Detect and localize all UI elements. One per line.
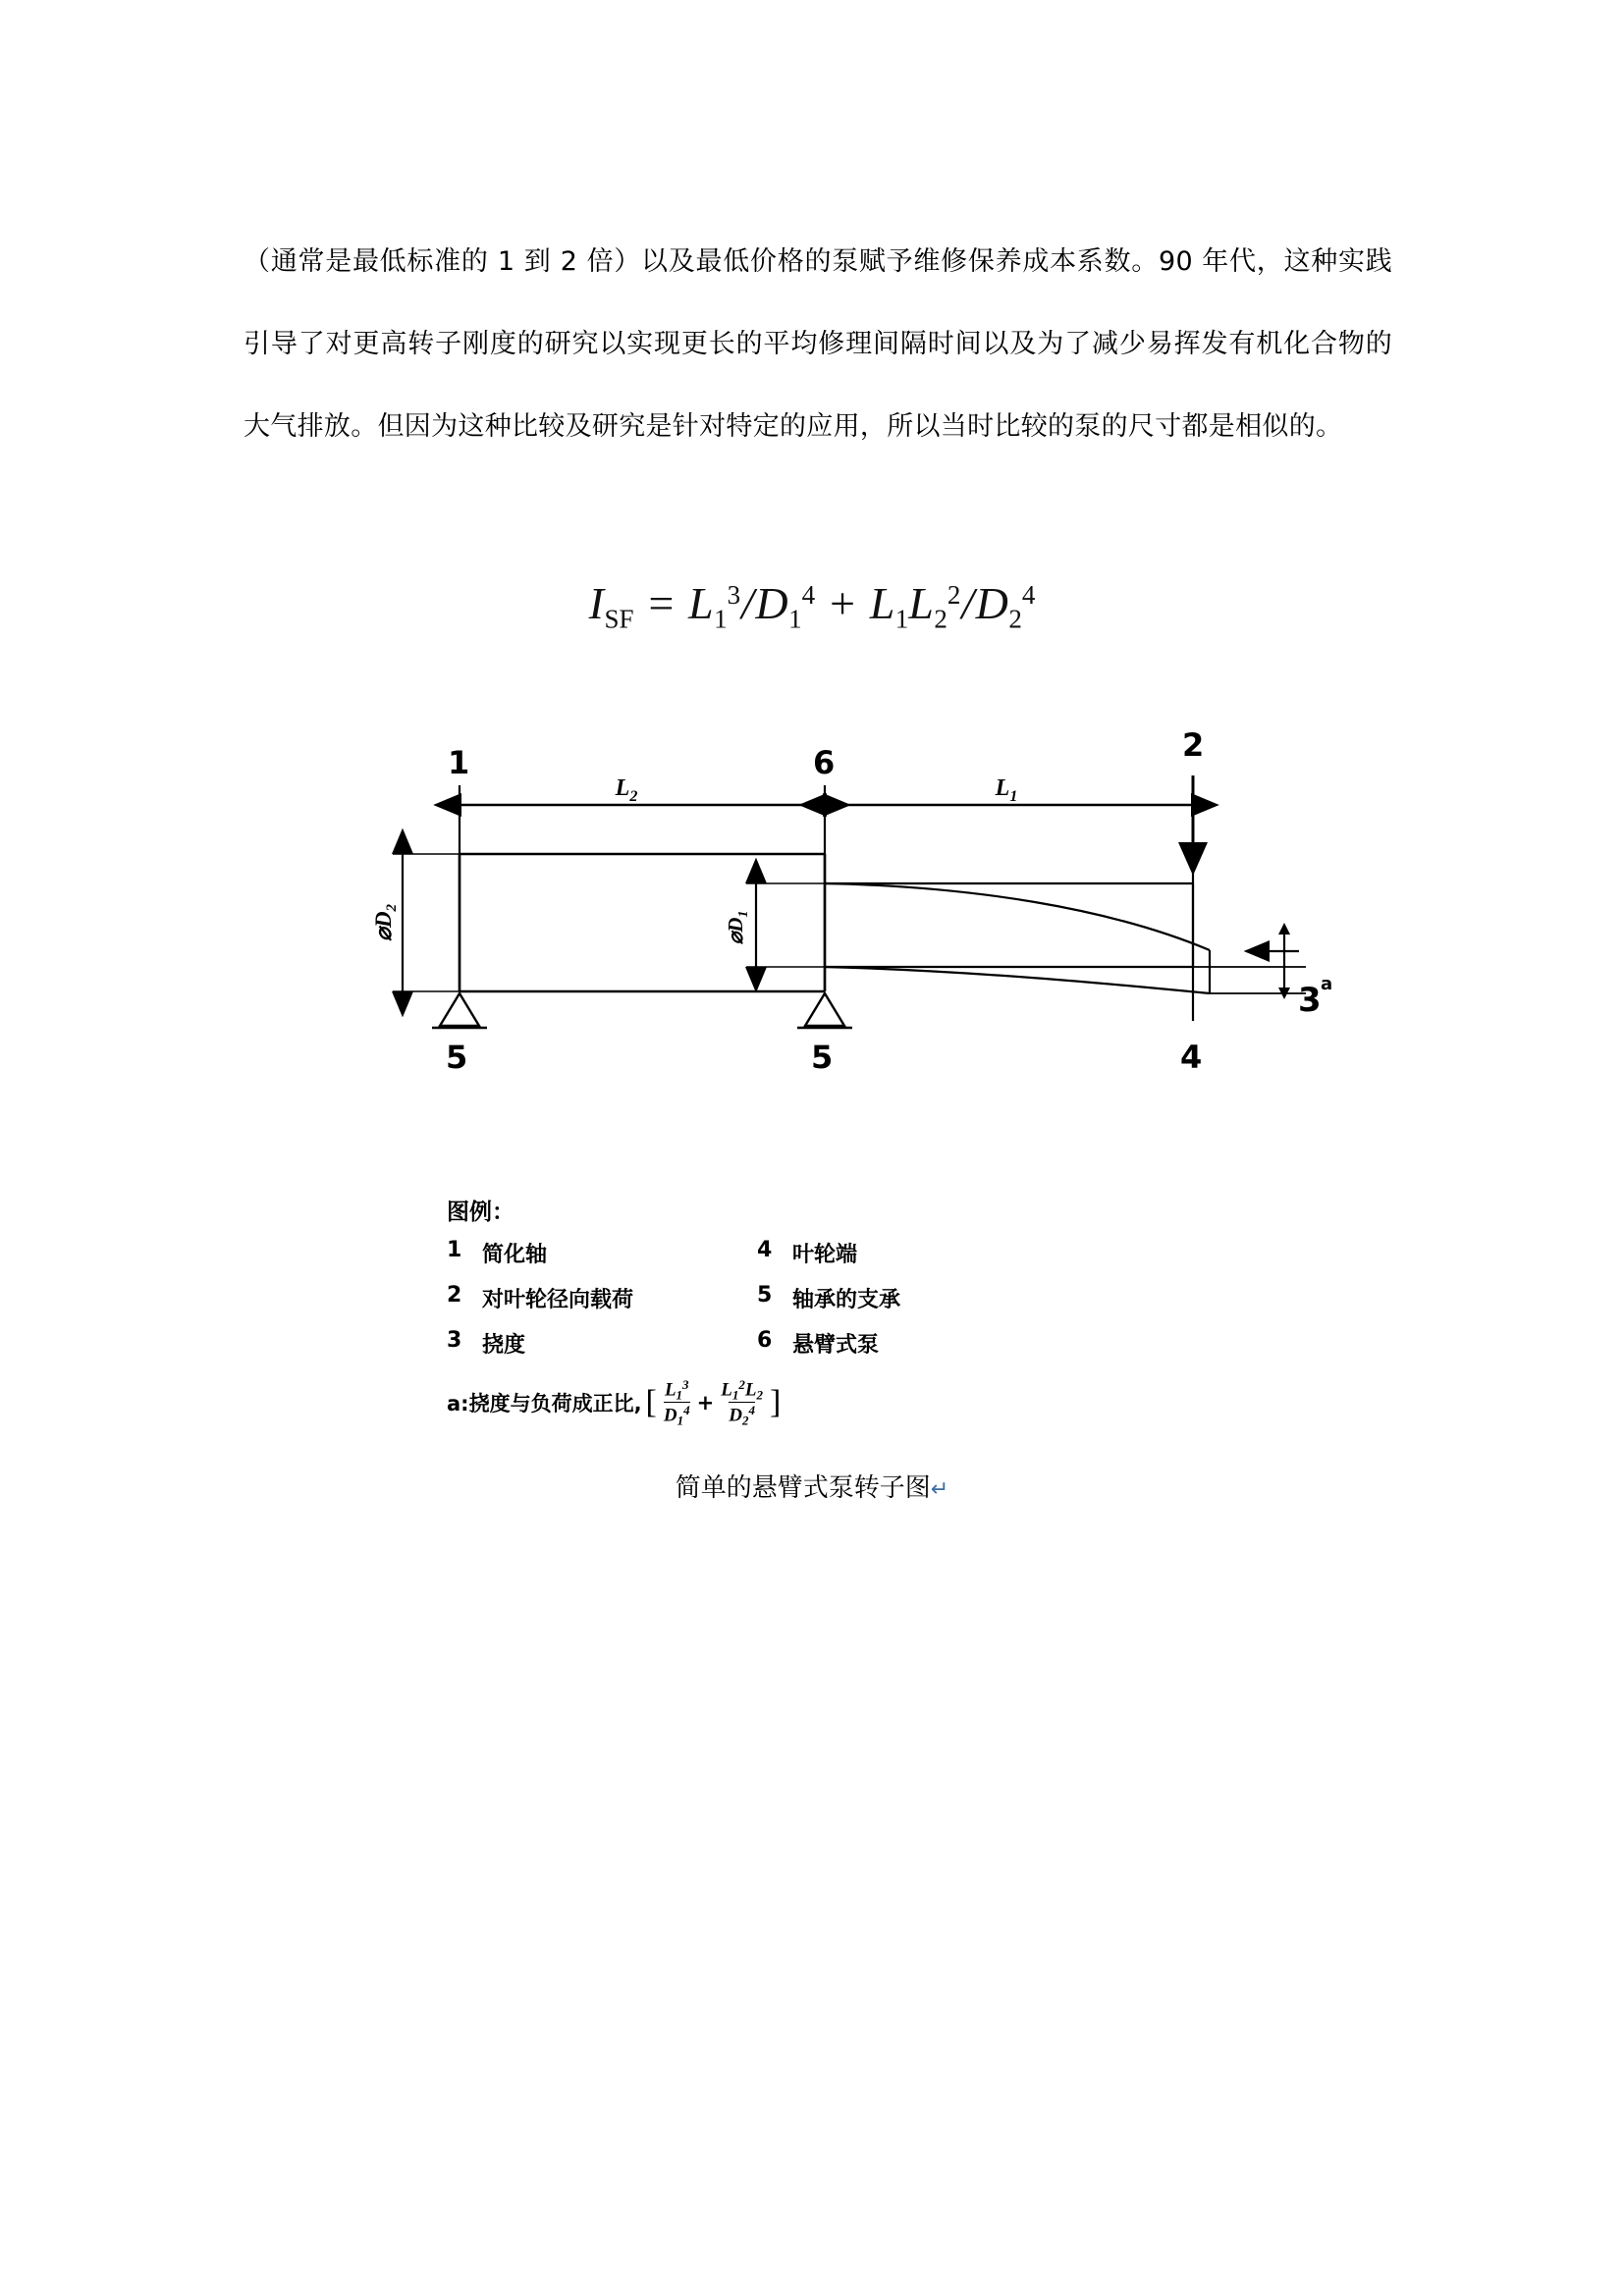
legend-title: 图例： [447, 1200, 514, 1225]
svg-text:3: 3 [1298, 981, 1322, 1020]
legend-item-num: 1 [447, 1238, 462, 1262]
svg-text:2: 2 [1182, 726, 1205, 764]
equation-plus: + [827, 578, 858, 628]
footnote-fraction-2: $\frac{L_1^2L_2}{D_2^4}$ [721, 1377, 763, 1428]
equation-isf [0, 577, 1624, 634]
equation-lhs [588, 578, 634, 634]
legend-item-num: 5 [757, 1283, 773, 1308]
equation-term1: $L_1^3/D_1^4$ [688, 578, 816, 634]
legend-item-num: 6 [757, 1328, 773, 1353]
paragraph-mark: ↵ [930, 1477, 949, 1502]
equation-lhs-symbol: I [588, 578, 605, 628]
legend-item-num: 4 [757, 1238, 773, 1262]
svg-text:L1: $L_1$ [995, 775, 1018, 805]
legend-footnote [447, 1378, 1134, 1427]
footnote-text: a:挠度与负荷成正比, [447, 1392, 642, 1416]
equation-equals: = [645, 578, 677, 628]
svg-text:⌀D1: $⌀D_1$ [724, 910, 751, 945]
footnote-bracket-close: ] [769, 1384, 782, 1421]
equation-term2: $L_1L_2^2/D_2^4$ [869, 578, 1036, 634]
legend-item-label: 悬臂式泵 [792, 1333, 880, 1358]
figure-caption-text: 简单的悬臂式泵转子图 [675, 1473, 931, 1503]
legend-item-num: 3 [447, 1328, 462, 1353]
svg-text:5: 5 [811, 1039, 834, 1076]
svg-text:a: a [1321, 974, 1333, 994]
body-paragraph: （通常是最低标准的 1 到 2 倍）以及最低价格的泵赋予维修保养成本系数。90 年代，这种实践引导了对更高转子刚度的研究以实现更长的平均修理间隔时间以及为了减少易挥发有机化合物的大气排放。但因为这种比较及研究是针对特定的应用，所以当时比较的泵的尺寸都是相似的。 [244, 246, 1392, 442]
legend-item-label: 轴承的支承 [792, 1288, 901, 1312]
legend-item-label: 叶轮端 [792, 1243, 858, 1267]
svg-text:5: 5 [446, 1039, 468, 1076]
legend-item-num: 2 [447, 1283, 462, 1308]
footnote-bracket-open: [ [645, 1384, 657, 1421]
legend-items [447, 1238, 1134, 1359]
svg-text:4: 4 [1180, 1039, 1203, 1076]
legend-item-label: 简化轴 [482, 1243, 548, 1267]
svg-text:1: 1 [448, 744, 470, 781]
footnote-plus: + [696, 1391, 715, 1415]
figure-legend [447, 1194, 1134, 1427]
footnote-fraction-1: $\frac{L_1^3}{D_1^4}$ [663, 1377, 690, 1428]
figure-caption [0, 1468, 1624, 1504]
legend-item-label: 对叶轮径向载荷 [482, 1288, 634, 1312]
equation-lhs-subscript: SF [604, 604, 634, 634]
svg-text:⌀D2: $⌀D_2$ [371, 904, 400, 941]
svg-text:6: 6 [813, 744, 836, 781]
legend-item-label: 挠度 [482, 1333, 526, 1358]
svg-text:L2: $L_2$ [615, 775, 638, 805]
